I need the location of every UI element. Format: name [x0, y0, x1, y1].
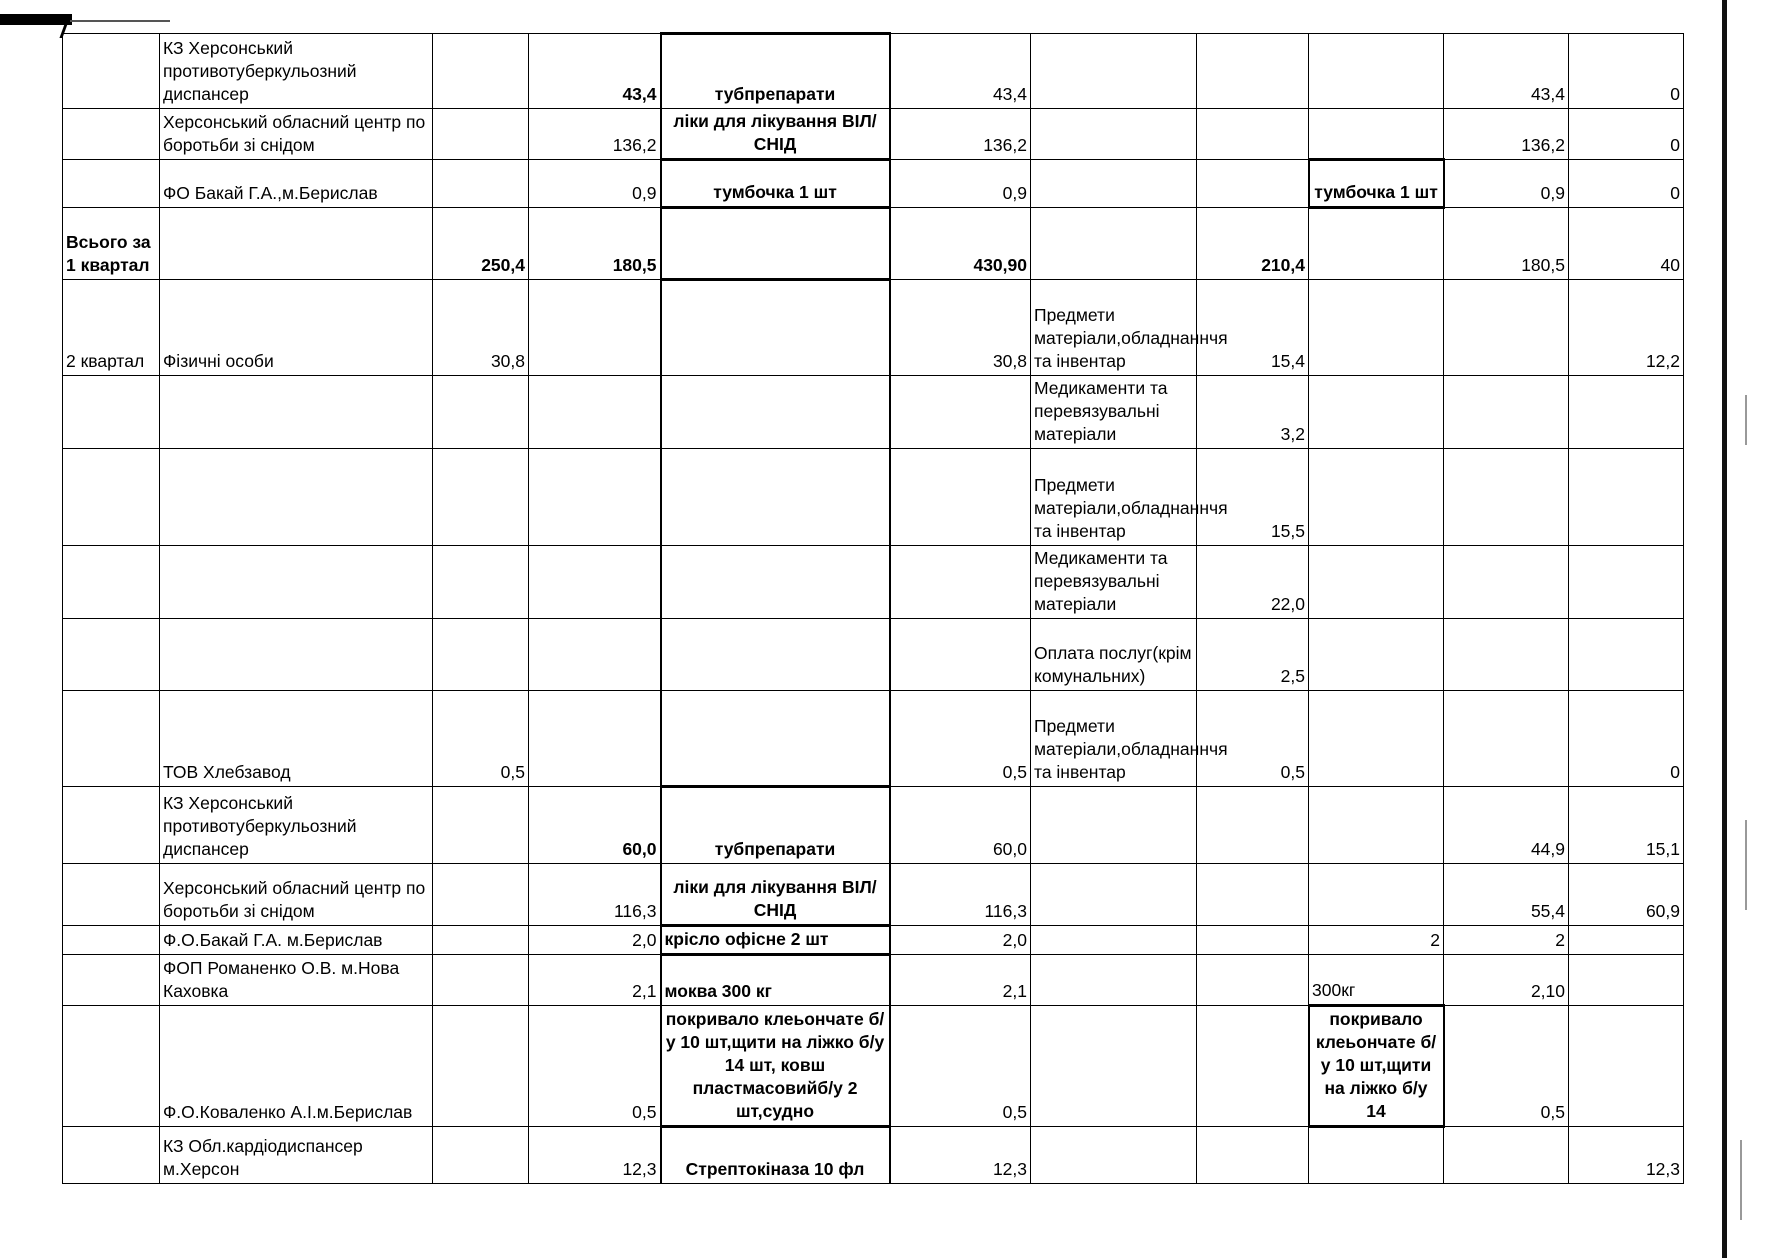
cell-balance	[1569, 619, 1684, 691]
table-row-total	[63, 208, 1684, 280]
cell-supplier: Херсонський обласний центр по боротьби зі снідом	[160, 864, 433, 926]
cell-used: 43,4	[1444, 34, 1569, 109]
cell-balance	[1569, 449, 1684, 546]
cell-amount-b: 2,0	[529, 926, 661, 955]
cell-total	[890, 619, 1031, 691]
cell-used	[1444, 1127, 1569, 1184]
cell-item-note	[1309, 864, 1444, 926]
cell-amount-b: 43,4	[529, 34, 661, 109]
cell-used: 180,5	[1444, 208, 1569, 280]
cell-used	[1444, 376, 1569, 449]
cell-amount-a	[433, 955, 529, 1006]
cell-expense-amount: 15,4	[1197, 280, 1309, 376]
cell-period	[63, 1006, 160, 1127]
cell-period	[63, 546, 160, 619]
cell-used: 44,9	[1444, 787, 1569, 864]
cell-balance: 15,1	[1569, 787, 1684, 864]
cell-expense-type: Предмети матеріали,обладнаннчя та інвентар	[1031, 449, 1197, 546]
cell-total: 116,3	[890, 864, 1031, 926]
cell-balance: 0	[1569, 34, 1684, 109]
cell-period	[63, 926, 160, 955]
cell-balance	[1569, 926, 1684, 955]
cell-amount-a	[433, 619, 529, 691]
table-row	[63, 546, 1684, 619]
cell-supplier	[160, 546, 433, 619]
cell-goods	[661, 449, 890, 546]
scan-artifact-bar	[0, 14, 72, 25]
cell-expense-amount: 15,5	[1197, 449, 1309, 546]
table-row	[63, 160, 1684, 208]
cell-goods: тубпрепарати	[661, 787, 890, 864]
scan-page-edge	[1722, 0, 1727, 1258]
cell-total: 30,8	[890, 280, 1031, 376]
table-row	[63, 1006, 1684, 1127]
cell-period	[63, 376, 160, 449]
cell-period	[63, 864, 160, 926]
scan-margin-mark	[1740, 1140, 1742, 1220]
cell-supplier: КЗ Херсонський противотуберкульозний диспансер	[160, 787, 433, 864]
cell-expense-amount: 22,0	[1197, 546, 1309, 619]
cell-goods: крісло офісне 2 шт	[661, 926, 890, 955]
cell-goods: ліки для лікування ВІЛ/СНІД	[661, 109, 890, 160]
cell-goods: покривало клеьончате б/у 10 шт,щити на ліжко б/у 14 шт, ковш пластмасовийб/у 2 шт,судно	[661, 1006, 890, 1127]
cell-supplier: ТОВ Хлебзавод	[160, 691, 433, 787]
cell-amount-b: 136,2	[529, 109, 661, 160]
cell-amount-b	[529, 546, 661, 619]
cell-balance: 12,3	[1569, 1127, 1684, 1184]
cell-used	[1444, 449, 1569, 546]
cell-supplier	[160, 449, 433, 546]
cell-total	[890, 376, 1031, 449]
cell-supplier: Ф.О.Коваленко А.І.м.Берислав	[160, 1006, 433, 1127]
cell-supplier	[160, 376, 433, 449]
table-row	[63, 864, 1684, 926]
table-row	[63, 449, 1684, 546]
cell-used: 2	[1444, 926, 1569, 955]
cell-amount-a	[433, 787, 529, 864]
cell-amount-b	[529, 376, 661, 449]
cell-item-note	[1309, 449, 1444, 546]
cell-goods: моква 300 кг	[661, 955, 890, 1006]
table-row	[63, 787, 1684, 864]
cell-used	[1444, 546, 1569, 619]
cell-expense-type: Оплата послуг(крім комунальних)	[1031, 619, 1197, 691]
cell-goods	[661, 376, 890, 449]
cell-expense-type	[1031, 864, 1197, 926]
cell-expense-type: Медикаменти та перевязувальні матеріали	[1031, 546, 1197, 619]
cell-period	[63, 619, 160, 691]
cell-expense-type	[1031, 109, 1197, 160]
cell-used: 136,2	[1444, 109, 1569, 160]
cell-expense-amount	[1197, 955, 1309, 1006]
cell-used	[1444, 619, 1569, 691]
cell-expense-amount	[1197, 1127, 1309, 1184]
cell-item-note	[1309, 619, 1444, 691]
cell-expense-amount	[1197, 109, 1309, 160]
cell-period	[63, 160, 160, 208]
cell-amount-a	[433, 864, 529, 926]
cell-balance	[1569, 1006, 1684, 1127]
cell-supplier: КЗ Херсонський противотуберкульозний диспансер	[160, 34, 433, 109]
cell-expense-amount	[1197, 34, 1309, 109]
cell-supplier: Херсонський обласний центр по боротьби зі снідом	[160, 109, 433, 160]
table-row	[63, 34, 1684, 109]
cell-goods: Стрептокіназа 10 фл	[661, 1127, 890, 1184]
cell-amount-b	[529, 449, 661, 546]
cell-amount-b: 12,3	[529, 1127, 661, 1184]
cell-used: 0,9	[1444, 160, 1569, 208]
cell-item-note: 300кг	[1309, 955, 1444, 1006]
cell-period	[63, 449, 160, 546]
cell-expense-type	[1031, 787, 1197, 864]
cell-balance: 60,9	[1569, 864, 1684, 926]
table-row	[63, 691, 1684, 787]
cell-total: 60,0	[890, 787, 1031, 864]
cell-amount-a: 0,5	[433, 691, 529, 787]
cell-amount-b	[529, 619, 661, 691]
cell-supplier	[160, 619, 433, 691]
cell-amount-a	[433, 449, 529, 546]
table-row	[63, 280, 1684, 376]
cell-amount-a	[433, 1006, 529, 1127]
cell-amount-a	[433, 160, 529, 208]
cell-balance: 0	[1569, 160, 1684, 208]
table-row	[63, 1127, 1684, 1184]
cell-used	[1444, 280, 1569, 376]
cell-used: 2,10	[1444, 955, 1569, 1006]
cell-expense-amount	[1197, 787, 1309, 864]
cell-goods	[661, 619, 890, 691]
cell-supplier: ФО Бакай Г.А.,м.Берислав	[160, 160, 433, 208]
cell-item-note: покривало клеьончате б/у 10 шт,щити на ліжко б/у 14	[1309, 1006, 1444, 1127]
cell-used: 0,5	[1444, 1006, 1569, 1127]
table-row	[63, 619, 1684, 691]
cell-total: 2,0	[890, 926, 1031, 955]
cell-supplier	[160, 208, 433, 280]
cell-amount-b	[529, 280, 661, 376]
cell-expense-amount	[1197, 1006, 1309, 1127]
cell-goods	[661, 280, 890, 376]
cell-amount-b: 0,5	[529, 1006, 661, 1127]
cell-period: 2 квартал	[63, 280, 160, 376]
table-row	[63, 955, 1684, 1006]
table-row	[63, 376, 1684, 449]
cell-expense-type	[1031, 160, 1197, 208]
scan-margin-mark	[1745, 395, 1747, 445]
cell-expense-type	[1031, 1006, 1197, 1127]
cell-expense-type: Предмети матеріали,обладнаннчя та інвентар	[1031, 280, 1197, 376]
cell-period	[63, 1127, 160, 1184]
cell-total: 43,4	[890, 34, 1031, 109]
cell-expense-amount: 3,2	[1197, 376, 1309, 449]
cell-supplier: Ф.О.Бакай Г.А. м.Берислав	[160, 926, 433, 955]
cell-amount-a	[433, 926, 529, 955]
cell-total: 0,9	[890, 160, 1031, 208]
cell-goods: тумбочка 1 шт	[661, 160, 890, 208]
cell-item-note: 2	[1309, 926, 1444, 955]
cell-supplier: КЗ Обл.кардіодиспансер м.Херсон	[160, 1127, 433, 1184]
cell-balance: 0	[1569, 691, 1684, 787]
cell-expense-amount: 2,5	[1197, 619, 1309, 691]
cell-expense-type: Медикаменти та перевязувальні матеріали	[1031, 376, 1197, 449]
scan-artifact-line	[70, 20, 170, 22]
cell-balance	[1569, 546, 1684, 619]
cell-expense-type	[1031, 1127, 1197, 1184]
cell-period	[63, 787, 160, 864]
cell-total: 12,3	[890, 1127, 1031, 1184]
cell-total: 136,2	[890, 109, 1031, 160]
scan-margin-mark	[1745, 820, 1747, 910]
cell-amount-a	[433, 109, 529, 160]
cell-goods: тубпрепарати	[661, 34, 890, 109]
cell-used	[1444, 691, 1569, 787]
cell-balance	[1569, 955, 1684, 1006]
cell-expense-type: Предмети матеріали,обладнаннчя та інвентар	[1031, 691, 1197, 787]
cell-expense-amount	[1197, 926, 1309, 955]
cell-goods	[661, 208, 890, 280]
cell-total: 0,5	[890, 691, 1031, 787]
cell-total	[890, 546, 1031, 619]
cell-item-note	[1309, 34, 1444, 109]
cell-expense-type	[1031, 926, 1197, 955]
cell-period: Всього за 1 квартал	[63, 208, 160, 280]
cell-amount-b: 2,1	[529, 955, 661, 1006]
cell-item-note	[1309, 280, 1444, 376]
cell-total: 2,1	[890, 955, 1031, 1006]
cell-balance: 40	[1569, 208, 1684, 280]
cell-goods	[661, 546, 890, 619]
cell-expense-type	[1031, 955, 1197, 1006]
cell-expense-type	[1031, 208, 1197, 280]
cell-amount-a	[433, 376, 529, 449]
cell-expense-amount: 0,5	[1197, 691, 1309, 787]
cell-amount-b: 60,0	[529, 787, 661, 864]
cell-item-note	[1309, 1127, 1444, 1184]
cell-period	[63, 34, 160, 109]
table-row	[63, 926, 1684, 955]
cell-period	[63, 955, 160, 1006]
cell-expense-amount	[1197, 864, 1309, 926]
cell-item-note	[1309, 546, 1444, 619]
ledger-table	[62, 32, 1684, 1184]
cell-balance: 0	[1569, 109, 1684, 160]
cell-supplier: Фізичні особи	[160, 280, 433, 376]
cell-amount-b: 180,5	[529, 208, 661, 280]
cell-period	[63, 691, 160, 787]
table-row	[63, 109, 1684, 160]
cell-amount-b: 0,9	[529, 160, 661, 208]
cell-balance: 12,2	[1569, 280, 1684, 376]
cell-goods	[661, 691, 890, 787]
cell-amount-b	[529, 691, 661, 787]
cell-total: 430,90	[890, 208, 1031, 280]
cell-item-note	[1309, 208, 1444, 280]
cell-item-note: тумбочка 1 шт	[1309, 160, 1444, 208]
cell-item-note	[1309, 109, 1444, 160]
cell-total	[890, 449, 1031, 546]
cell-amount-a: 30,8	[433, 280, 529, 376]
cell-amount-a: 250,4	[433, 208, 529, 280]
cell-item-note	[1309, 691, 1444, 787]
cell-item-note	[1309, 787, 1444, 864]
cell-supplier: ФОП Романенко О.В. м.Нова Каховка	[160, 955, 433, 1006]
cell-period	[63, 109, 160, 160]
cell-goods: ліки для лікування ВІЛ/СНІД	[661, 864, 890, 926]
cell-amount-a	[433, 34, 529, 109]
cell-expense-amount	[1197, 160, 1309, 208]
cell-total: 0,5	[890, 1006, 1031, 1127]
cell-used: 55,4	[1444, 864, 1569, 926]
cell-amount-a	[433, 1127, 529, 1184]
cell-item-note	[1309, 376, 1444, 449]
cell-amount-b: 116,3	[529, 864, 661, 926]
cell-expense-amount: 210,4	[1197, 208, 1309, 280]
cell-expense-type	[1031, 34, 1197, 109]
cell-balance	[1569, 376, 1684, 449]
cell-amount-a	[433, 546, 529, 619]
